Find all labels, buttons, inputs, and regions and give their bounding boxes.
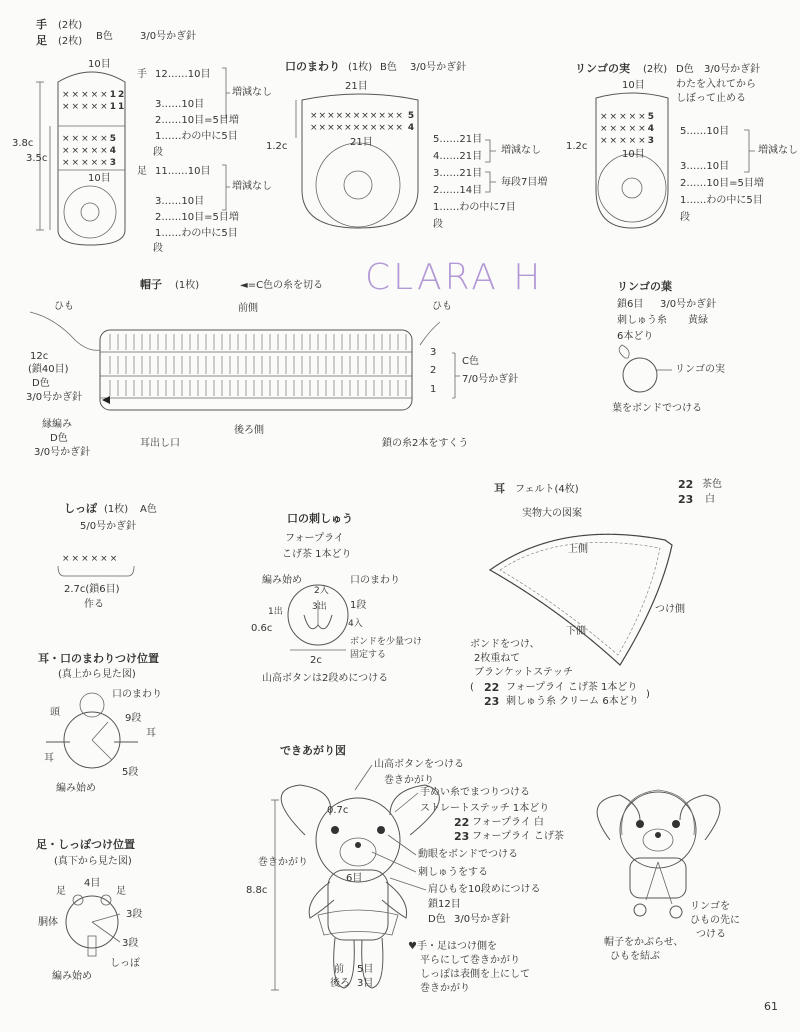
mouth-emb-color: こげ茶 1本どり: [282, 549, 352, 560]
apple-row-5: ×××××5: [600, 112, 656, 122]
emb-bond2: 固定する: [350, 650, 387, 660]
fin-n7: 動眼をボンドでつける: [418, 849, 518, 860]
leaf-chain: 鎖6目: [617, 299, 644, 310]
apple-note: 増減なし: [758, 145, 798, 156]
apple-row-3: ×××××3: [600, 136, 656, 146]
ears-material: フェルト(4枚): [515, 484, 579, 495]
base-count: 10目: [88, 173, 111, 184]
apple-row-4: ×××××4: [600, 124, 656, 134]
foot-note: 増減なし: [232, 181, 272, 192]
mouth-count: (1枚): [348, 62, 373, 73]
tail-make: 作る: [84, 599, 104, 610]
fin-n9: 肩ひもを10段めにつける: [428, 884, 541, 895]
ears-paren-close: ): [646, 689, 650, 700]
dim-outer: 3.8c: [12, 138, 34, 149]
tail-count: (1枚): [104, 504, 129, 515]
emb-button: 山高ボタンは2段めにつける: [262, 673, 389, 684]
title-hand: 手: [36, 18, 47, 31]
mouth-dan: 段: [433, 219, 443, 230]
hand-dan: 段: [153, 147, 163, 158]
fin-back-n: 3目: [357, 978, 374, 989]
leg-pos-start: 編み始め: [52, 971, 92, 982]
fin-front: 前: [334, 964, 344, 975]
fin-apple1: リンゴを: [690, 901, 730, 912]
hat-back: 後ろ側: [234, 425, 264, 436]
ears-s23-text: 刺しゅう糸 クリーム 6本どり: [506, 696, 639, 707]
mouth-emb-title: 口の刺しゅう: [287, 512, 353, 525]
ears-n1: ボンドをつけ、: [470, 639, 540, 650]
ear-pos-title: 耳・口のまわりつけ位置: [38, 652, 159, 665]
apple-count: (2枚): [643, 64, 668, 75]
mouth-dim: 1.2c: [266, 141, 288, 152]
hat-count: (1枚): [175, 280, 200, 291]
apple-hook: 3/0号かぎ針: [704, 64, 761, 75]
leg-pos-r3b: 3段: [122, 938, 139, 949]
fin-n10: 鎖12目: [428, 899, 461, 910]
apple-color: D色: [676, 64, 694, 75]
fin-h4: 巻きかがり: [420, 983, 470, 994]
mouth-top: 21目: [345, 81, 368, 92]
ear-pos-head: 頭: [50, 707, 60, 718]
hat-row-3: 3: [430, 347, 437, 358]
apple-mid: 10目: [622, 149, 645, 160]
cord-chain: (鎖40目): [28, 364, 69, 375]
mouth-note1: 増減なし: [501, 145, 541, 156]
ears-s22: 22: [484, 681, 500, 694]
page-number: 61: [764, 1000, 778, 1013]
mouth-note2: 毎段7目増: [501, 177, 548, 188]
ears-n3: ブランケットステッチ: [474, 667, 573, 678]
fin-left: 巻きかがり: [258, 857, 308, 868]
cord-color: D色: [32, 378, 50, 389]
fin-n2: 巻きかがり: [384, 775, 434, 786]
fin-n6b: フォープライ こげ茶: [472, 831, 564, 842]
hand-label: 手: [137, 69, 147, 80]
foot-row-2: 2……10目=5目増: [155, 212, 239, 223]
apple-dim: 1.2c: [566, 141, 588, 152]
mouth-row-5: ××××××××××× 5: [310, 111, 416, 121]
edge-label: 縁編み: [42, 419, 72, 430]
tail-length: 2.7c(鎖6目): [64, 584, 120, 595]
leg-pos-tail: しっぽ: [110, 958, 140, 969]
fin-back: 後ろ: [330, 978, 350, 989]
ear-pos-ear-right: 耳: [146, 728, 156, 739]
mouth-title: 口のまわり: [285, 60, 340, 73]
emb-start: 編み始め: [262, 575, 302, 586]
hat-row-2: 2: [430, 365, 437, 376]
leg-pos-sub: (真下から見た図): [54, 856, 132, 867]
hat-himo-left: ひも: [54, 301, 74, 312]
leaf-title: リンゴの葉: [617, 280, 672, 293]
code-22: 22: [678, 478, 694, 491]
fin-h3: しっぽは表側を上にして: [420, 969, 530, 980]
leg-pos-body: 胴体: [38, 917, 58, 928]
row-4: ×××××4: [62, 146, 118, 156]
count-hand: (2枚): [58, 20, 83, 31]
leg-pos-r3a: 3段: [126, 909, 143, 920]
emb-dim2: 2c: [310, 655, 322, 666]
mouth-emb-yarn: フォープライ: [285, 533, 344, 544]
emb-out3: 3出: [312, 602, 327, 612]
fin-apple3: つける: [696, 929, 726, 940]
apple-row-text-1: 3……10目: [680, 161, 730, 172]
row-12: ×××××12: [62, 90, 127, 100]
row-11: ×××××11: [62, 102, 127, 112]
ears-pattern: 実物大の図案: [522, 508, 582, 519]
fin-n6a: 23: [454, 830, 470, 843]
foot-row-1: 3……10目: [155, 196, 205, 207]
pick-note: 鎖の糸2本をすくう: [382, 438, 469, 449]
hat-himo-right: ひも: [432, 301, 452, 312]
foot-dan: 段: [153, 243, 163, 254]
ears-bottom: 下側: [566, 626, 586, 637]
fin-h1: ♥手・足はつけ側を: [408, 941, 497, 952]
ears-top: 上側: [568, 544, 588, 555]
leg-pos-foot-right: 足: [116, 886, 126, 897]
ears-n2: 2枚重ねて: [474, 653, 521, 664]
emb-bond1: ボンドを少量つけ: [350, 637, 423, 647]
hat-legend: ◄=C色の糸を切る: [240, 280, 324, 291]
mouth-row-text-3: 2……14目: [433, 185, 483, 196]
ears-title: 耳: [494, 482, 505, 495]
apple-note-a: わたを入れてから: [676, 79, 756, 90]
ears-paren-open: (: [470, 682, 474, 693]
fin-n3: 手ぬい糸でまつりつける: [420, 787, 530, 798]
emb-in4: 4入: [348, 619, 363, 629]
hand-row-3: 1……わの中に5目: [155, 131, 238, 142]
ear-pos-ear-left: 耳: [44, 753, 54, 764]
finished-title: できあがり図: [280, 744, 346, 757]
watermark: CLARA H: [365, 257, 544, 298]
apple-row-text-0: 5……10目: [680, 126, 730, 137]
fin-hat2: ひもを結ぶ: [610, 951, 660, 962]
leaf-thread: 刺しゅう糸: [617, 315, 667, 326]
apple-top: 10目: [622, 80, 645, 91]
ears-s23: 23: [484, 695, 500, 708]
fin-n5b: フォープライ 白: [472, 817, 544, 828]
foot-label: 足: [137, 166, 147, 177]
title-foot: 足: [36, 34, 47, 47]
row-5: ×××××5: [62, 134, 118, 144]
tail-title: しっぽ: [64, 502, 97, 515]
fin-r6: 6目: [346, 873, 363, 884]
emb-dim1: 0.6c: [251, 623, 273, 634]
mouth-hook: 3/0号かぎ針: [410, 62, 467, 73]
hat-row-1: 1: [430, 384, 437, 395]
fin-hat1: 帽子をかぶらせ、: [604, 937, 684, 948]
r12-count: 10目: [88, 59, 111, 70]
cord-hook: 3/0号かぎ針: [26, 392, 83, 403]
ear-pos-r5: 5段: [122, 767, 139, 778]
color-22: 茶色: [702, 479, 722, 490]
leaf-hook: 3/0号かぎ針: [660, 299, 717, 310]
tail-color: A色: [140, 504, 157, 515]
leg-pos-title: 足・しっぽつけ位置: [36, 838, 135, 851]
mouth-row-text-1: 4……21目: [433, 151, 483, 162]
fin-dim88: 8.8c: [246, 885, 268, 896]
count-foot: (2枚): [58, 36, 83, 47]
ear-pos-around: 口のまわり: [112, 689, 162, 700]
emb-around: 口のまわり: [350, 575, 400, 586]
mouth-mid: 21目: [350, 137, 373, 148]
apple-title: リンゴの実: [575, 62, 630, 75]
ear-pos-start: 編み始め: [56, 783, 96, 794]
hat-hook: 7/0号かぎ針: [462, 374, 519, 385]
ears-attach: つけ側: [655, 604, 685, 615]
fin-n11: D色: [428, 914, 446, 925]
mouth-row-text-2: 3……21目: [433, 168, 483, 179]
cord-length: 12c: [30, 351, 49, 362]
hook-label: 3/0号かぎ針: [140, 31, 197, 42]
foot-row-0: 11……10目: [155, 166, 211, 177]
edge-color: D色: [50, 433, 68, 444]
fin-n8: 刺しゅうをする: [418, 867, 488, 878]
fin-apple2: ひもの先に: [690, 915, 740, 926]
ear-hole-label: 耳出し口: [140, 438, 180, 449]
emb-row1: 1段: [350, 600, 367, 611]
apple-row-text-3: 1……わの中に5目: [680, 195, 763, 206]
fin-n4: ストレートステッチ 1本どり: [420, 803, 550, 814]
hand-note: 増減なし: [232, 87, 272, 98]
apple-note-b: しぼって止める: [676, 93, 746, 104]
ear-pos-sub: (真上から見た図): [58, 669, 136, 680]
fin-n5a: 22: [454, 816, 470, 829]
hat-color: C色: [462, 356, 479, 367]
leaf-thread-color: 黄緑: [688, 315, 708, 326]
tail-stitches: ××××××: [62, 554, 120, 564]
mouth-row-text-0: 5……21目: [433, 134, 483, 145]
leg-pos-foot-left: 足: [56, 886, 66, 897]
fin-n1: 山高ボタンをつける: [374, 759, 464, 770]
emb-out1: 1出: [268, 607, 283, 617]
color-label: B色: [96, 31, 113, 42]
leaf-apple: リンゴの実: [675, 364, 725, 375]
leaf-strand: 6本どり: [617, 331, 654, 342]
fin-h2: 平らにして巻きかがり: [420, 955, 520, 966]
leaf-bond: 葉をボンドでつける: [612, 403, 702, 414]
apple-dan: 段: [680, 212, 690, 223]
ear-pos-r9: 9段: [125, 713, 142, 724]
hat-front: 前側: [238, 303, 258, 314]
row-3: ×××××3: [62, 158, 118, 168]
hand-row-2: 2……10目=5目増: [155, 115, 239, 126]
code-23: 23: [678, 493, 694, 506]
fin-n11h: 3/0号かぎ針: [454, 914, 511, 925]
dim-inner: 3.5c: [26, 153, 48, 164]
mouth-row-4: ××××××××××× 4: [310, 123, 416, 133]
emb-in2: 2入: [314, 586, 329, 596]
foot-row-3: 1……わの中に5目: [155, 228, 238, 239]
fin-dim07: 0.7c: [327, 805, 349, 816]
ears-s22-text: フォープライ こげ茶 1本どり: [506, 682, 638, 693]
tail-hook: 5/0号かぎ針: [80, 521, 137, 532]
hand-row-1: 3……10目: [155, 99, 205, 110]
mouth-color: B色: [380, 62, 397, 73]
mouth-row-text-4: 1……わの中に7目: [433, 202, 516, 213]
color-23: 白: [705, 494, 715, 505]
hat-title: 帽子: [140, 278, 162, 291]
hand-row-0: 12……10目: [155, 69, 211, 80]
apple-row-text-2: 2……10目=5目増: [680, 178, 764, 189]
leg-pos-r4: 4目: [84, 878, 101, 889]
fin-front-n: 5目: [357, 964, 374, 975]
edge-hook: 3/0号かぎ針: [34, 447, 91, 458]
